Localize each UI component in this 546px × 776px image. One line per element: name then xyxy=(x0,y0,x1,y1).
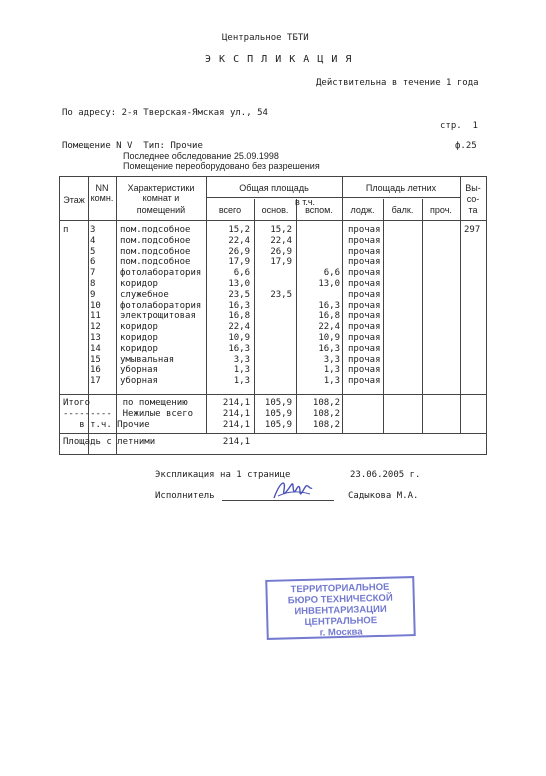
room-area-total: 15,2 xyxy=(228,225,250,235)
table-row xyxy=(60,344,486,355)
totals-row xyxy=(60,420,486,431)
header-balcony: балк. xyxy=(391,205,414,215)
table-row xyxy=(60,290,486,301)
table-row xyxy=(60,257,486,268)
room-number: 9 xyxy=(90,289,96,300)
room-summer-type: прочая xyxy=(348,311,381,322)
header-main: основ. xyxy=(261,205,289,215)
room-summer-type: прочая xyxy=(348,333,381,343)
room-summer-type: прочая xyxy=(348,257,381,268)
validity-note: Действительна в течение 1 года xyxy=(316,78,479,88)
room-area-main: 22,4 xyxy=(270,235,292,246)
totals-area-aux: 108,2 xyxy=(312,398,340,408)
room-name: электрощитовая xyxy=(120,311,196,322)
table-row xyxy=(60,279,486,290)
header-char-1: Характеристики xyxy=(127,183,195,193)
room-name: пом.подсобное xyxy=(120,225,191,235)
room-name: умывальная xyxy=(120,354,175,365)
room-area-aux: 1,3 xyxy=(323,376,340,387)
room-number: 6 xyxy=(90,257,96,268)
room-area-aux: 16,3 xyxy=(318,300,340,311)
room-name: коридор xyxy=(120,343,158,354)
room-area-total: 1,3 xyxy=(233,365,250,376)
totals-row xyxy=(60,409,486,420)
table-row xyxy=(60,333,486,344)
room-area-aux: 16,3 xyxy=(318,343,340,354)
room-summer-type: прочая xyxy=(348,279,381,289)
room-area-total: 26,9 xyxy=(228,246,250,257)
last-survey: Последнее обследование 25.09.1998 xyxy=(123,151,279,161)
room-area-main: 26,9 xyxy=(270,246,292,257)
totals-area-main: 105,9 xyxy=(264,420,292,430)
signature-icon xyxy=(270,476,316,504)
stamp-line-1: ТЕРРИТОРИАЛЬНОЕ xyxy=(290,581,390,596)
room-summer-type: прочая xyxy=(348,376,381,387)
stamp-line-4: ЦЕНТРАЛЬНОЕ xyxy=(304,615,378,628)
room-area-total: 22,4 xyxy=(228,235,250,246)
room-number: 17 xyxy=(90,376,101,387)
room-number: 8 xyxy=(90,279,96,289)
room-summer-type: прочая xyxy=(348,268,381,279)
totals-area-total: 214,1 xyxy=(222,409,250,419)
room-name: пом.подсобное xyxy=(120,235,191,246)
table-row xyxy=(60,301,486,312)
header-char-3: помещений xyxy=(136,205,186,215)
totals-label: --------- Нежилые всего xyxy=(63,409,194,419)
totals-label: в т.ч. Прочие xyxy=(63,420,150,430)
header-other: проч. xyxy=(430,205,452,215)
room-summer-type: прочая xyxy=(348,300,381,311)
room-number: 16 xyxy=(90,365,101,376)
room-area-total: 6,6 xyxy=(233,268,250,279)
room-number: 11 xyxy=(90,311,101,322)
page-number: стр. 1 xyxy=(440,121,478,131)
bureau-stamp xyxy=(265,576,416,640)
totals-row xyxy=(60,398,486,409)
room-name: пом.подсобное xyxy=(120,246,191,257)
room-area-total: 16,8 xyxy=(228,311,250,322)
totals-area-main: 105,9 xyxy=(264,398,292,408)
height-value: 297 xyxy=(464,225,481,235)
room-summer-type: прочая xyxy=(348,365,381,376)
header-nn: NN xyxy=(95,183,109,193)
room-number: 15 xyxy=(90,354,101,365)
totals-area-aux: 108,2 xyxy=(312,420,340,430)
with-summer-label: Площадь с летними xyxy=(63,437,156,447)
header-height-1: Вы- xyxy=(465,183,481,193)
room-area-total: 3,3 xyxy=(233,354,250,365)
table-row xyxy=(60,236,486,247)
room-area-aux: 10,9 xyxy=(318,333,340,343)
stamp-line-2: БЮРО ТЕХНИЧЕСКОЙ xyxy=(287,592,393,607)
document-title: Э К С П Л И К А Ц И Я xyxy=(205,54,353,65)
header-height-2: со- xyxy=(466,194,480,204)
header-aux: вспом. xyxy=(305,205,333,215)
room-area-total: 23,5 xyxy=(228,289,250,300)
room-name: коридор xyxy=(120,333,158,343)
room-name: уборная xyxy=(120,365,158,376)
room-number: 3 xyxy=(90,225,96,235)
room-summer-type: прочая xyxy=(348,235,381,246)
totals-area-aux: 108,2 xyxy=(312,409,340,419)
table-row xyxy=(60,311,486,322)
bureau-name: Центральное ТБТИ xyxy=(222,33,309,43)
header-all: всего xyxy=(218,205,242,215)
room-name: коридор xyxy=(120,279,158,289)
table-row xyxy=(60,355,486,366)
room-area-aux: 3,3 xyxy=(323,354,340,365)
table-row xyxy=(60,322,486,333)
room-area-main: 15,2 xyxy=(270,225,292,235)
table-row xyxy=(60,268,486,279)
stamp-line-5: г. Москва xyxy=(319,626,363,639)
floor-value: п xyxy=(63,225,69,235)
room-name: уборная xyxy=(120,376,158,387)
header-char-2: комнат и xyxy=(142,193,180,203)
header-height-3: та xyxy=(468,205,478,215)
room-name: служебное xyxy=(120,289,169,300)
room-summer-type: прочая xyxy=(348,343,381,354)
room-summer-type: прочая xyxy=(348,354,381,365)
issue-date: 23.06.2005 г. xyxy=(350,470,421,480)
totals-label: Итого по помещению xyxy=(63,398,188,408)
table-row xyxy=(60,247,486,258)
room-area-total: 10,9 xyxy=(228,333,250,343)
room-area-total: 1,3 xyxy=(233,376,250,387)
header-loggia: лодж. xyxy=(350,205,375,215)
table-row xyxy=(60,376,486,387)
room-number: 14 xyxy=(90,343,101,354)
header-komn: комн. xyxy=(90,193,114,203)
room-number: 4 xyxy=(90,235,96,246)
room-number: 13 xyxy=(90,333,101,343)
executor-name: Садыкова М.А. xyxy=(348,491,419,501)
room-summer-type: прочая xyxy=(348,225,381,235)
header-incl: в т.ч. xyxy=(294,197,316,207)
totals-area-main: 105,9 xyxy=(264,409,292,419)
header-total-area: Общая площадь xyxy=(239,183,309,193)
room-number: 12 xyxy=(90,322,101,333)
room-area-aux: 13,0 xyxy=(318,279,340,289)
room-area-aux: 22,4 xyxy=(318,322,340,333)
room-area-main: 23,5 xyxy=(270,289,292,300)
room-name: фотолаборатория xyxy=(120,268,202,279)
room-number: 5 xyxy=(90,246,96,257)
room-number: 7 xyxy=(90,268,96,279)
premises-line: Помещение N V Тип: Прочие xyxy=(62,141,203,151)
executor-label: Исполнитель xyxy=(155,491,215,501)
form-number: ф.25 xyxy=(455,141,477,151)
room-name: фотолаборатория xyxy=(120,300,202,311)
with-summer-value: 214,1 xyxy=(222,437,250,447)
room-area-total: 17,9 xyxy=(228,257,250,268)
room-summer-type: прочая xyxy=(348,289,381,300)
explication-table xyxy=(59,176,487,455)
room-summer-type: прочая xyxy=(348,322,381,333)
table-row xyxy=(60,225,486,236)
room-area-aux: 16,8 xyxy=(318,311,340,322)
remodel-note: Помещение переоборудовано без разрешения xyxy=(123,161,320,171)
room-area-aux: 1,3 xyxy=(323,365,340,376)
room-area-total: 22,4 xyxy=(228,322,250,333)
room-name: коридор xyxy=(120,322,158,333)
room-number: 10 xyxy=(90,300,101,311)
room-summer-type: прочая xyxy=(348,246,381,257)
totals-area-total: 214,1 xyxy=(222,398,250,408)
room-area-aux: 6,6 xyxy=(323,268,340,279)
room-name: пом.подсобное xyxy=(120,257,191,268)
address-line: По адресу: 2-я Тверская-Ямская ул., 54 xyxy=(62,108,268,118)
room-area-main: 17,9 xyxy=(270,257,292,268)
room-area-total: 16,3 xyxy=(228,343,250,354)
header-summer-area: Площадь летних xyxy=(365,183,437,193)
pages-note: Экспликация на 1 странице xyxy=(155,470,291,480)
table-row xyxy=(60,365,486,376)
room-area-total: 13,0 xyxy=(228,279,250,289)
room-area-total: 16,3 xyxy=(228,300,250,311)
stamp-line-3: ИНВЕНТАРИЗАЦИИ xyxy=(294,603,387,618)
totals-area-total: 214,1 xyxy=(222,420,250,430)
header-floor: Этаж xyxy=(63,195,85,205)
